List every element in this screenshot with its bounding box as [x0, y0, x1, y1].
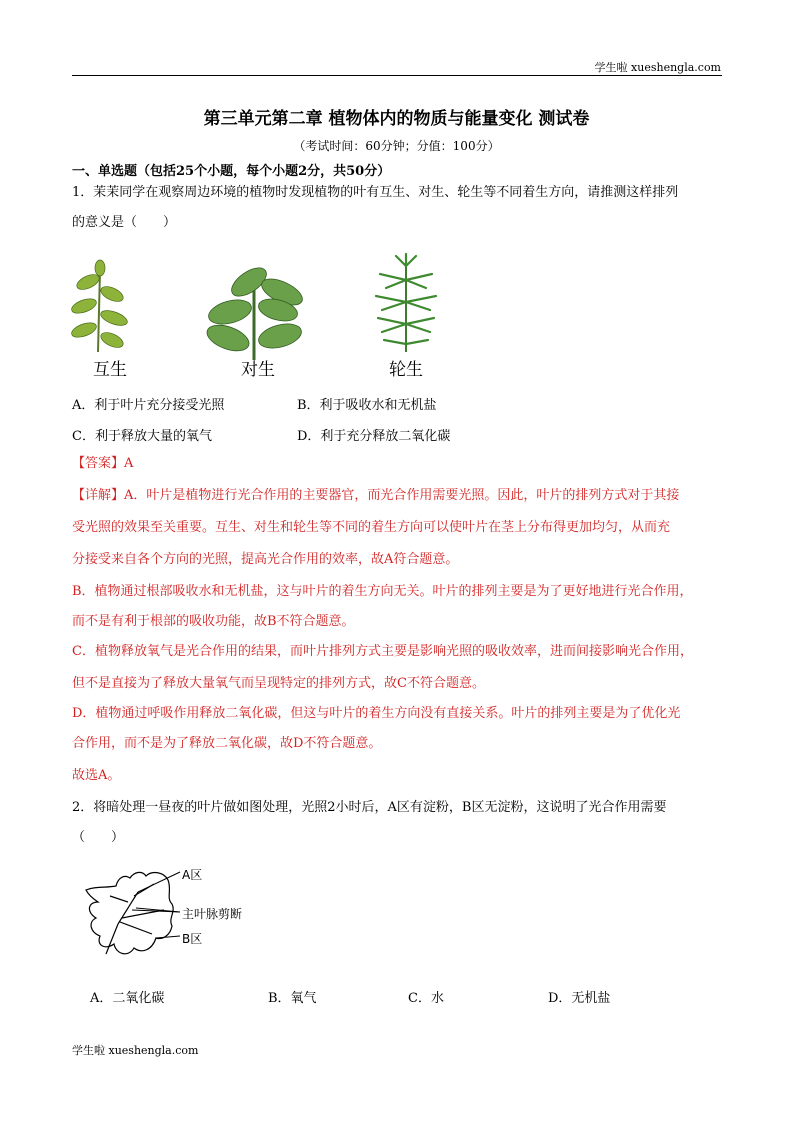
header-site: 学生啦 xueshengla.com [594, 61, 721, 74]
q1-option-c: C．利于释放大量的氧气 [72, 429, 212, 444]
exam-info: （考试时间：60分钟；分值：100分） [293, 139, 500, 153]
alternate-leaf-plant-icon [70, 260, 129, 352]
q2-stem-line2: （ ） [72, 830, 125, 845]
q2-stem-line1: 2．将暗处理一昼夜的叶片做如图处理，光照2小时后，A区有淀粉，B区无淀粉，这说明了光合作用需要 [72, 800, 667, 815]
q1-detail-line: 受光照的效果至关重要。互生、对生和轮生等不同的着生方向可以使叶片在茎上分布得更加均匀，从而充 [72, 520, 671, 535]
q1-detail-line: 【详解】A．叶片是植物进行光合作用的主要器官，而光合作用需要光照。因此，叶片的排列方式对于其接 [72, 488, 680, 503]
q1-detail-line: D．植物通过呼吸作用释放二氧化碳，但这与叶片的着生方向没有直接关系。叶片的排列主要是为了优化光 [72, 706, 681, 721]
q1-detail-line: 而不是有利于根部的吸收功能，故B不符合题意。 [72, 614, 355, 629]
vein-cut-label: 主叶脉剪断 [182, 907, 243, 921]
q1-option-b: B．利于吸收水和无机盐 [297, 398, 437, 413]
q1-stem-line1: 1．茉茉同学在观察周边环境的植物时发现植物的叶有互生、对生、轮生等不同着生方向，请推测这样排列 [72, 185, 679, 200]
q1-answer: 【答案】A [72, 456, 134, 471]
q1-detail-line: C．植物释放氧气是光合作用的结果，而叶片排列方式主要是影响光照的吸收效率，进而间接影响光合作用， [72, 644, 693, 659]
whorled-leaf-plant-icon [376, 254, 436, 352]
leaf-cut-figure [76, 862, 286, 962]
section-heading: 一、单选题（包括25个小题，每个小题2分，共50分） [72, 164, 391, 179]
q1-detail-line: 分接受来自各个方向的光照，提高光合作用的效率，故A符合题意。 [72, 552, 459, 567]
header-divider [72, 75, 722, 76]
q2-option-d: D．无机盐 [548, 991, 611, 1006]
footer-site: 学生啦 xueshengla.com [72, 1044, 199, 1057]
q1-detail-line: 合作用，而不是为了释放二氧化碳，故D不符合题意。 [72, 736, 382, 751]
q1-stem-line2: 的意义是（ ） [72, 215, 177, 230]
q1-option-d: D．利于充分释放二氧化碳 [297, 429, 451, 444]
region-a-label: A区 [182, 868, 203, 882]
q1-detail-line: 但不是直接为了释放大量氧气而呈现特定的排列方式，故C不符合题意。 [72, 676, 485, 691]
q1-option-a: A．利于叶片充分接受光照 [72, 398, 225, 413]
page-title: 第三单元第二章 植物体内的物质与能量变化 测试卷 [203, 109, 590, 129]
region-b-label: B区 [182, 932, 203, 946]
opposite-leaf-plant-icon [204, 262, 307, 360]
whorled-label: 轮生 [389, 360, 423, 380]
leaf-outline-icon [86, 872, 173, 954]
q2-option-c: C．水 [408, 991, 444, 1006]
opposite-label: 对生 [241, 360, 275, 380]
q1-detail-line: B．植物通过根部吸收水和无机盐，这与叶片的着生方向无关。叶片的排列主要是为了更好地进行光合作用， [72, 584, 693, 599]
q1-conclusion: 故选A。 [72, 768, 121, 783]
alternate-label: 互生 [93, 360, 127, 380]
q2-option-a: A．二氧化碳 [90, 991, 165, 1006]
q2-option-b: B．氧气 [268, 991, 317, 1006]
